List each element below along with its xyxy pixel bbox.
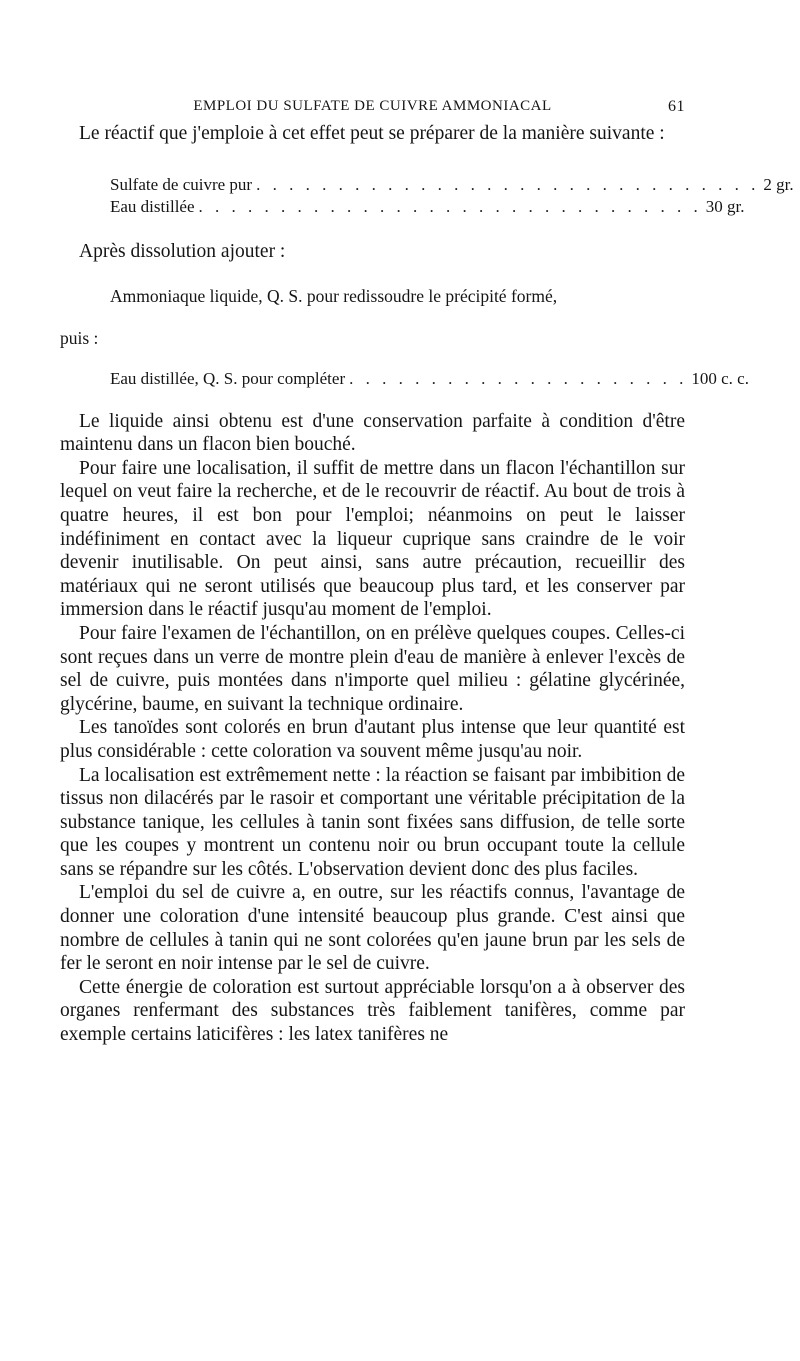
ammonia-line: Ammoniaque liquide, Q. S. pour redissoudre le précipité formé, (110, 285, 558, 306)
intro-paragraph: Le réactif que j'emploie à cet effet peut se préparer de la manière suivante : (79, 123, 665, 144)
water-line-name: Eau distillée, Q. S. pour compléter (110, 368, 346, 388)
book-page (60, 98, 794, 1047)
leader-dots: . . . . . . . . . . . . . . . . . . . . . (349, 368, 688, 388)
paragraph: L'emploi du sel de cuivre a, en outre, sur les réactifs connus, l'avantage de donner une coloration d'une intensité beaucoup plus grande. C'est ainsi que nombre de cellules à tanin qui ne sont colorées qu'en jaune brun par les sels de fer le seront en noir intense par le sel de cuivre. (60, 882, 685, 975)
water-recipe-line (110, 368, 749, 389)
paragraph: La localisation est extrêmement nette : la réaction se faisant par imbibition de tissus non dilacérés par le rasoir et comportant une véritable précipitation de la substance tanique, les cellules à tanin sont fixées sans diffusion, de telle sorte que les coupes y montrent un contenu noir ou brun occupant toute la cellule sans se répandre sur les côtés. L'observation devient donc des plus faciles. (60, 764, 685, 880)
ingredient-amount: 30 gr. (705, 196, 745, 216)
ingredient-amount: 2 gr. (763, 174, 794, 194)
recipe-line (110, 174, 794, 196)
ingredient-name: Sulfate de cuivre pur (110, 174, 253, 194)
page-number: 61 (668, 98, 685, 115)
running-header (60, 98, 685, 122)
puis-text: puis : (60, 327, 99, 348)
leader-dots: . . . . . . . . . . . . . . . . . . . . . . . . . . . . . . . (198, 196, 702, 216)
running-title: EMPLOI DU SULFATE DE CUIVRE AMMONIACAL (193, 98, 552, 114)
paragraph: Le liquide ainsi obtenu est d'une conservation parfaite à condition d'être maintenu dans un flacon bien bouché. (60, 410, 685, 456)
recipe-line (110, 196, 745, 218)
after-dissolution-text: Après dissolution ajouter : (79, 240, 286, 262)
paragraph: Cette énergie de coloration est surtout appréciable lorsqu'on a à observer des organes renfermant des substances très faiblement tanifères, comme par exemple certains laticifères : les latex tanifères ne (60, 976, 685, 1046)
water-line-amount: 100 c. c. (691, 368, 749, 388)
water-line (60, 368, 749, 389)
body-text (60, 410, 685, 1047)
paragraph: Pour faire l'examen de l'échantillon, on en prélève quelques coupes. Celles-ci sont reçues dans un verre de montre plein d'eau de manière à enlever l'excès de sel de cuivre, puis montées dans n'importe quel milieu : gélatine glycérinée, glycérine, baume, en suivant la technique ordinaire. (60, 622, 685, 715)
ingredient-name: Eau distillée (110, 196, 195, 216)
recipe-list (60, 174, 794, 218)
paragraph: Pour faire une localisation, il suffit de mettre dans un flacon l'échantillon sur lequel on veut faire la recherche, et de le recouvrir de réactif. Au bout de trois à quatre heures, il est bon pour l'emploi; néanmoins on peut le laisser indéfiniment en contact avec la liqueur cuprique sans craindre de le voir devenir inutilisable. On peut ainsi, sans autre précaution, recueillir des matériaux qui ne seront utilisés que beaucoup plus tard, et les conserver par immersion dans le réactif jusqu'au moment de l'emploi. (60, 457, 685, 621)
paragraph: Les tanoïdes sont colorés en brun d'autant plus intense que leur quantité est plus considérable : cette coloration va souvent même jusqu'au noir. (60, 717, 685, 762)
leader-dots: . . . . . . . . . . . . . . . . . . . . . . . . . . . . . . . (256, 174, 760, 194)
